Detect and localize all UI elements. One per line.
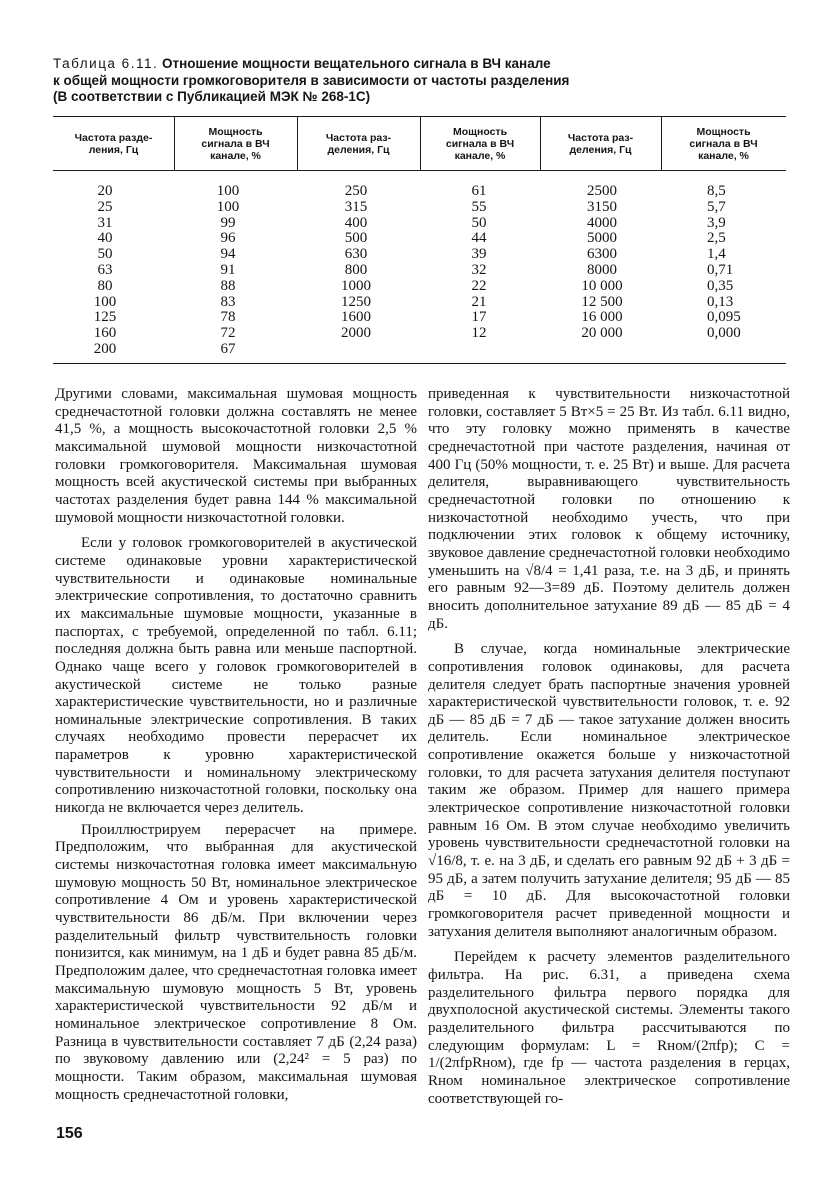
table-cell: 100 [216, 183, 240, 199]
table-cell: 800 [344, 261, 368, 278]
table-cell: 55 [471, 198, 487, 215]
header-power-1: Мощность сигнала в ВЧ канале, % [201, 125, 270, 162]
table-cell: 315 [344, 198, 368, 215]
table-cell: 1250 [341, 293, 371, 310]
table-cell: 94 [220, 246, 236, 263]
table-cell: 4000 [587, 214, 617, 231]
table-cell: 22 [471, 277, 487, 294]
table-cell: 63 [97, 261, 113, 278]
table-cell: 31 [97, 214, 113, 231]
table-cell: 125 [93, 309, 117, 326]
left-text-column [55, 386, 417, 1104]
paragraph: Перейдем к расчету элементов разделительного фильтра. На рис. 6.31, а приведена схема разделительного фильтра первого порядка для двухполосной акустической системы. Элементы такого разделительного фильтра рассчитываются по следующим формулам: L = Rном/(2πfр); C = 1/(2πfрRном), где fр — частота разделения в герцах, Rном номинальное электрическое сопротивление соответствующей го- [428, 949, 790, 1107]
table-cell: 2,5 [707, 230, 726, 247]
table-cell: 10 000 [581, 277, 623, 294]
table-cell: 160 [93, 325, 117, 342]
caption-line-1: Отношение мощности вещательного сигнала в ВЧ канале [161, 56, 551, 71]
table-cell: 40 [97, 230, 113, 247]
table-cell: 25 [97, 198, 113, 215]
table-cell: 12 [471, 325, 487, 342]
table-cell: 630 [344, 246, 368, 263]
table-cell: 96 [220, 230, 236, 247]
table-cell: 1600 [341, 309, 371, 326]
power-column-3 [707, 184, 777, 342]
power-column-2 [444, 184, 514, 342]
paragraph: Проиллюстрируем перерасчет на примере. Предположим, что выбранная для акустической системы низкочастотная головка имеет максимальную шумовую мощность 50 Вт, номинальное электрическое сопротивление 4 Ом и уровень характеристической чувствительности 86 дБ/м. При включении через разделительный фильтр чувствительность головки понизится, как минимум, на 1 дБ и будет равна 85 дБ/м. Предположим далее, что среднечастотная головка имеет максимальную шумовую мощность 5 Вт, уровень характеристической чувствительности 92 дБ/м и номинальное электрическое сопротивление 8 Ом. Разница в чувствительности составляет 7 дБ (2,24 раза) по звуковому давлению или (2,24² = 5 раз) по мощности. Таким образом, максимальная шумовая мощность среднечастотной головки, [55, 821, 417, 1103]
table-cell: 32 [471, 261, 487, 278]
table-cell: 0,71 [707, 261, 734, 278]
table-cell: 39 [471, 246, 487, 263]
table-cell: 99 [220, 214, 236, 231]
table-cell: 12 500 [581, 293, 623, 310]
header-power-3: Мощность сигнала в ВЧ канале, % [689, 125, 758, 162]
table-cell: 78 [220, 309, 236, 326]
table-cell: 2000 [341, 325, 371, 342]
table-cell: 400 [344, 214, 368, 231]
paragraph: Другими словами, максимальная шумовая мощность среднечастотной головки должна составлять не менее 41,5 %, а мощность высокочастотной головки 2,5 % максимальной шумовой мощности низкочастотной головки громкоговорителя. Максимальная шумовая мощность всей акустической системы при выбранных частотах разделения будет равна 144 % максимальной шумовой мощности низкочастотной головки. [55, 386, 417, 526]
table-cell: 100 [93, 293, 117, 310]
table-header-rule [53, 170, 786, 171]
table-cell: 91 [220, 261, 236, 278]
frequency-column-1 [70, 184, 140, 358]
right-text-column [428, 386, 790, 1108]
power-column-1 [188, 184, 268, 358]
table-cell: 80 [97, 277, 113, 294]
table-cell: 20 000 [581, 325, 623, 342]
header-power-2: Мощность сигнала в ВЧ канале, % [445, 125, 515, 162]
caption-line-3: (В соответствии с Публикацией МЭК № 268-1С) [53, 89, 371, 104]
table-cell: 100 [216, 198, 240, 215]
table-cell: 50 [471, 214, 487, 231]
header-frequency-1: Частота разде- ления, Гц [74, 131, 153, 156]
table-cell: 6300 [587, 246, 617, 263]
table-cell: 3150 [587, 198, 617, 215]
table-cell: 0,095 [707, 309, 741, 326]
header-frequency-2: Частота раз- деления, Гц [325, 131, 392, 156]
paragraph: В случае, когда номинальные электрические сопротивления головок одинаковы, для расчета делителя следует брать паспортные значения уровней характеристической чувствительности головок, т. е. 92 дБ — 85 дБ = 7 дБ — такое затухание должен вносить делитель. Если номинальное электрическое сопротивление окажется больше у низкочастотной головки, то для расчета затухания делителя поступают таким же образом. Пример для нашего примера электрическое сопротивление низкочастотной головки равным 16 Ом. В этом случае необходимо увеличить уровень чувствительности среднечастотной головки на √16/8, т. е. на 3 дБ, и сделать его равным 92 дБ + 3 дБ = 95 дБ, а затем получить затухание делителя; 95 дБ — 85 дБ = 10 дБ. Для высокочастотной головки громкоговорителя расчет приведенной мощности и затухания делителя выполняют аналогичным образом. [428, 641, 790, 940]
header-frequency-3: Частота раз- деления, Гц [567, 131, 634, 156]
table-caption [53, 56, 633, 106]
table-cell: 0,35 [707, 277, 734, 294]
table-cell: 2500 [587, 183, 617, 199]
table-cell: 44 [471, 230, 487, 247]
frequency-column-3 [564, 184, 640, 342]
table-cell: 3,9 [707, 214, 726, 231]
table-cell: 83 [220, 293, 236, 310]
table-cell: 8000 [587, 261, 617, 278]
table-cell: 16 000 [581, 309, 623, 326]
table-cell: 250 [344, 183, 368, 199]
table-cell: 72 [220, 325, 236, 342]
table-cell: 0,000 [707, 325, 741, 342]
table-cell: 1,4 [707, 246, 726, 263]
table-cell: 61 [471, 183, 487, 199]
table-cell: 17 [471, 309, 487, 326]
paragraph: Если у головок громкоговорителей в акустической системе одинаковые уровни характеристической чувствительности и одинаковые номинальные электрические сопротивления, то достаточно сравнить их максимальные шумовые мощности, указанные в паспортах, с требуемой, определенной по табл. 6.11; последняя должна быть равна или меньше паспортной. Однако чаще всего у головок громкоговорителей в акустической системе не только разные характеристические чувствительности, но и различные номинальные электрические сопротивления. В таких случаях необходимо провести перерасчет их параметров к уровню характеристической чувствительности и номинальному электрическому сопротивлению низкочастотной головки, поскольку она никогда не включается через делитель. [55, 535, 417, 817]
table-cell: 21 [471, 293, 487, 310]
table-cell: 50 [97, 246, 113, 263]
table-cell: 5,7 [707, 198, 726, 215]
table-cell: 20 [97, 183, 113, 199]
table-bottom-rule [53, 363, 786, 364]
caption-line-2: к общей мощности громкоговорителя в зависимости от частоты разделения [53, 72, 570, 88]
table-cell: 500 [344, 230, 368, 247]
frequency-column-2 [316, 184, 396, 342]
table-cell: 67 [220, 340, 236, 357]
table-cell: 200 [93, 340, 117, 357]
table-cell: 8,5 [707, 183, 726, 199]
table-cell: 0,13 [707, 293, 734, 310]
paragraph: приведенная к чувствительности низкочастотной головки, составляет 5 Вт×5 = 25 Вт. Из табл. 6.11 видно, что эту головку можно применять в качестве среднечастотной при частоте разделения, начиная от 400 Гц (50% мощности, т. е. 25 Вт) и выше. Для расчета делителя, выравнивающего чувствительность среднечастотной головки по отношению к низкочастотной необходимо учесть, что при подключении этих головок к общему источнику, звуковое давление среднечастотной головки необходимо уменьшить на √8/4 = 1,41 раза, т.е. на 3 дБ, и принять его равным 92—3=89 дБ. Поэтому делитель должен вносить дополнительное затухание 89 дБ — 85 дБ = 4 дБ. [428, 386, 790, 632]
table-cell: 5000 [587, 230, 617, 247]
page-number: 156 [56, 1125, 83, 1142]
table-cell: 88 [220, 277, 236, 294]
table-label: Таблица 6.11. [53, 56, 159, 71]
table-cell: 1000 [341, 277, 371, 294]
